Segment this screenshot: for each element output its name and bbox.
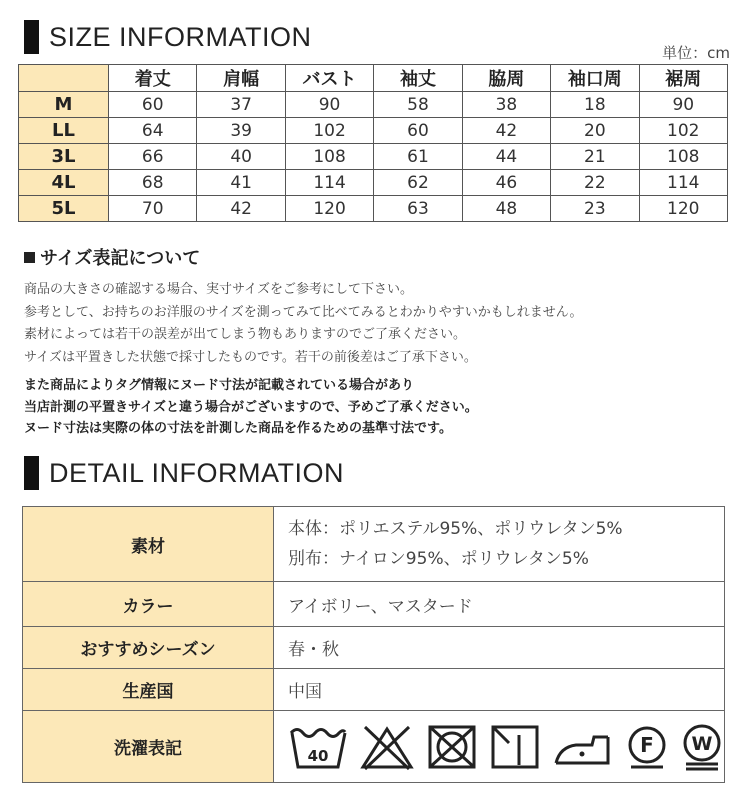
detail-row-season xyxy=(23,627,725,669)
season-label: おすすめシーズン xyxy=(23,627,274,669)
size-label: 3L xyxy=(19,144,109,170)
size-value-cell: 70 xyxy=(109,196,197,222)
size-value-cell: 114 xyxy=(285,170,373,196)
col-header: 裾周 xyxy=(639,65,727,92)
detail-table xyxy=(22,506,725,783)
col-header: 着丈 xyxy=(109,65,197,92)
notes-text xyxy=(24,279,582,369)
note-line: 参考として、お持ちのお洋服のサイズを測ってみて比べてみるとわかりやすいかもしれません。 xyxy=(24,304,583,320)
col-header: 肩幅 xyxy=(197,65,285,92)
material-line: 別布：ナイロン95%、ポリウレタン5% xyxy=(288,549,589,569)
col-header: 袖口周 xyxy=(551,65,639,92)
size-value-cell: 62 xyxy=(374,170,462,196)
season-value: 春・秋 xyxy=(274,627,725,669)
care-label: 洗濯表記 xyxy=(23,711,274,783)
size-value-cell: 18 xyxy=(551,92,639,118)
col-header: バスト xyxy=(285,65,373,92)
size-value-cell: 108 xyxy=(639,144,727,170)
square-bullet-icon xyxy=(24,252,35,263)
detail-section-header xyxy=(24,454,344,492)
wash-temp-text: 40 xyxy=(307,746,329,765)
note-bold-line: また商品によりタグ情報にヌード寸法が記載されている場合があり xyxy=(24,378,415,393)
table-row xyxy=(19,170,728,196)
detail-row-origin xyxy=(23,669,725,711)
size-value-cell: 63 xyxy=(374,196,462,222)
size-value-cell: 90 xyxy=(285,92,373,118)
size-value-cell: 46 xyxy=(462,170,550,196)
size-label: M xyxy=(19,92,109,118)
size-value-cell: 102 xyxy=(639,118,727,144)
size-value-cell: 40 xyxy=(197,144,285,170)
material-line: 本体：ポリエステル95%、ポリウレタン5% xyxy=(288,519,623,539)
size-value-cell: 42 xyxy=(197,196,285,222)
size-value-cell: 20 xyxy=(551,118,639,144)
size-value-cell: 41 xyxy=(197,170,285,196)
size-value-cell: 39 xyxy=(197,118,285,144)
color-value: アイボリー、マスタード xyxy=(274,582,725,627)
size-label: 5L xyxy=(19,196,109,222)
color-label: カラー xyxy=(23,582,274,627)
size-value-cell: 60 xyxy=(374,118,462,144)
col-header: 脇周 xyxy=(462,65,550,92)
unit-label: 単位：cm xyxy=(662,44,730,62)
notes-heading xyxy=(24,244,200,270)
size-table-corner xyxy=(19,65,109,92)
size-value-cell: 108 xyxy=(285,144,373,170)
size-value-cell: 22 xyxy=(551,170,639,196)
note-bold-line: ヌード寸法は実際の体の寸法を計測した商品を作るための基準寸法です。 xyxy=(24,421,452,436)
size-value-cell: 114 xyxy=(639,170,727,196)
material-label: 素材 xyxy=(23,507,274,582)
origin-label: 生産国 xyxy=(23,669,274,711)
size-value-cell: 120 xyxy=(285,196,373,222)
size-value-cell: 44 xyxy=(462,144,550,170)
table-row xyxy=(19,92,728,118)
size-value-cell: 58 xyxy=(374,92,462,118)
note-line: 商品の大きさの確認する場合、実寸サイズをご参考にして下さい。 xyxy=(24,282,413,297)
size-value-cell: 66 xyxy=(109,144,197,170)
washtub-40-icon xyxy=(288,723,348,771)
detail-row-care xyxy=(23,711,725,783)
dry-clean-f-text: F xyxy=(640,732,654,757)
size-table xyxy=(18,64,728,222)
size-table-header-row xyxy=(19,65,728,92)
care-icons xyxy=(288,723,724,771)
care-value xyxy=(274,711,725,783)
size-value-cell: 42 xyxy=(462,118,550,144)
size-value-cell: 37 xyxy=(197,92,285,118)
no-bleach-icon xyxy=(359,723,415,771)
detail-row-material xyxy=(23,507,725,582)
size-value-cell: 61 xyxy=(374,144,462,170)
table-row xyxy=(19,144,728,170)
line-dry-shade-icon xyxy=(489,723,541,771)
section-bar xyxy=(24,456,39,490)
detail-row-color xyxy=(23,582,725,627)
wet-clean-w-text: W xyxy=(691,732,713,755)
note-line: 素材によっては若干の誤差が出てしまう物もありますのでご了承ください。 xyxy=(24,327,467,342)
detail-section-title: DETAIL INFORMATION xyxy=(49,457,345,488)
origin-value: 中国 xyxy=(274,669,725,711)
iron-low-icon xyxy=(552,723,614,771)
size-value-cell: 60 xyxy=(109,92,197,118)
size-label: 4L xyxy=(19,170,109,196)
size-value-cell: 21 xyxy=(551,144,639,170)
notes-heading-text: サイズ表記について xyxy=(40,248,201,269)
size-value-cell: 68 xyxy=(109,170,197,196)
size-value-cell: 64 xyxy=(109,118,197,144)
size-value-cell: 120 xyxy=(639,196,727,222)
notes-bold-text xyxy=(24,375,478,440)
size-section-title: SIZE INFORMATION xyxy=(49,21,312,52)
size-section-header xyxy=(24,18,312,56)
col-header: 袖丈 xyxy=(374,65,462,92)
size-value-cell: 38 xyxy=(462,92,550,118)
size-value-cell: 90 xyxy=(639,92,727,118)
dry-clean-f-icon xyxy=(625,723,669,771)
size-value-cell: 48 xyxy=(462,196,550,222)
note-bold-line: 当店計測の平置きサイズと違う場合がございますので、予めご了承ください。 xyxy=(24,399,478,415)
wet-clean-w-icon xyxy=(680,723,724,771)
table-row xyxy=(19,118,728,144)
section-bar xyxy=(24,20,39,54)
material-value xyxy=(274,507,725,582)
size-value-cell: 102 xyxy=(285,118,373,144)
no-tumble-dry-icon xyxy=(426,723,478,771)
note-line: サイズは平置きした状態で採寸したものです。若干の前後差はご了承下さい。 xyxy=(24,349,477,365)
size-value-cell: 23 xyxy=(551,196,639,222)
table-row xyxy=(19,196,728,222)
size-label: LL xyxy=(19,118,109,144)
